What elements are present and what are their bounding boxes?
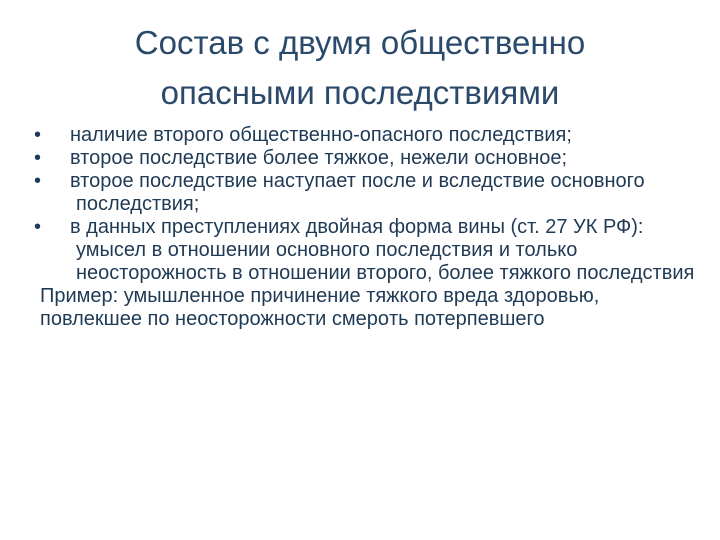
bullet-marker: • xyxy=(34,216,42,238)
bullet-item xyxy=(34,147,695,170)
bullet-item xyxy=(34,124,695,147)
bullet-marker: • xyxy=(34,147,42,169)
slide-body xyxy=(34,124,695,331)
bullet-item xyxy=(34,170,695,216)
slide-title-line-2: опасными последствиями xyxy=(160,74,560,111)
example-paragraph: Пример: умышленное причинение тяжкого вреда здоровью, повлекшее по неосторожности смерoть потерпевшего xyxy=(40,285,600,330)
bullet-marker: • xyxy=(34,170,42,192)
bullet-text: второе последствие более тяжкое, нежели основное; xyxy=(70,147,568,169)
bullet-item xyxy=(34,216,695,285)
bullet-text: в данных преступлениях двойная форма вины (ст. 27 УК РФ): умысел в отношении основного последствия и только неосторожность в отношении второго, более тяжкого последствия xyxy=(70,216,695,284)
slide-title-line-1: Состав с двумя общественно xyxy=(134,24,586,61)
bullet-text: наличие второго общественно-опасного последствия; xyxy=(70,124,572,146)
slide-title xyxy=(60,18,660,118)
bullet-list xyxy=(34,124,695,285)
bullet-marker: • xyxy=(34,124,42,146)
bullet-text: второе последствие наступает после и вследствие основного последствия; xyxy=(70,170,645,215)
